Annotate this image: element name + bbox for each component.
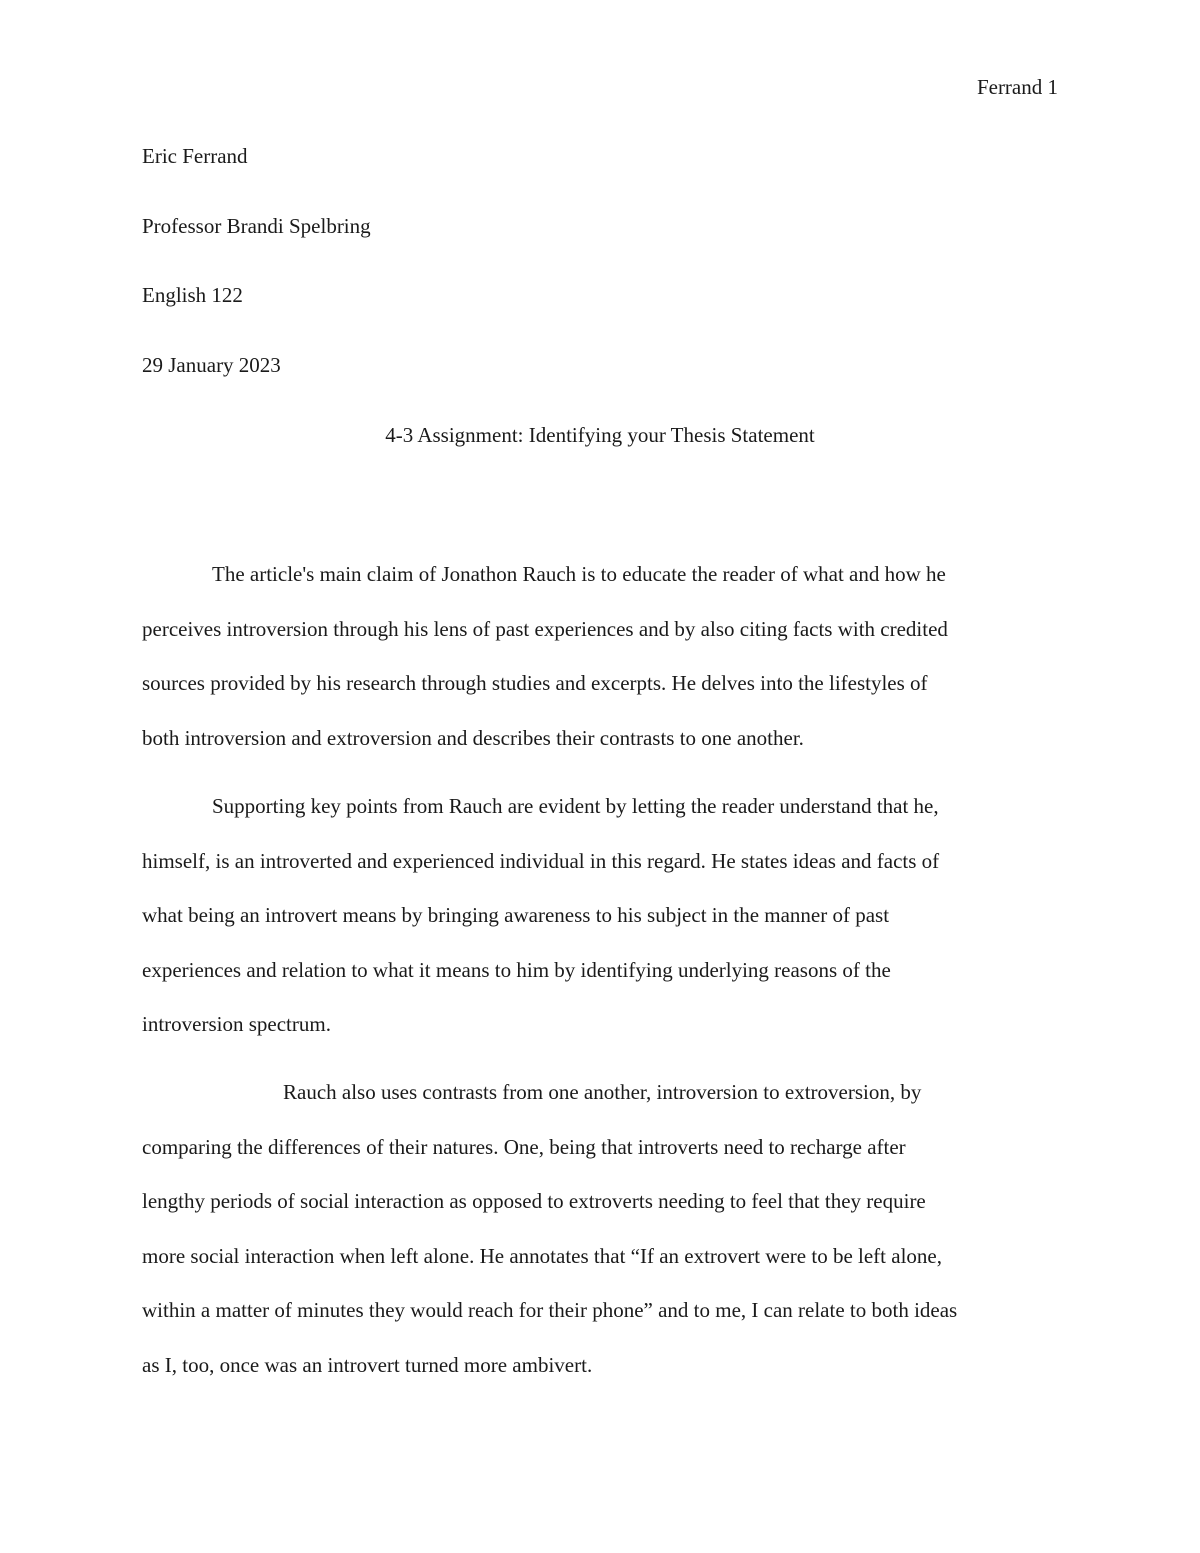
paragraph-line: introversion spectrum.	[142, 1012, 331, 1037]
paragraph-line: Supporting key points from Rauch are evident by letting the reader understand that he,	[212, 794, 939, 818]
paragraph-line: himself, is an introverted and experienced individual in this regard. He states ideas and facts of	[142, 848, 940, 873]
paragraph-line: perceives introversion through his lens of past experiences and by also citing facts with credited	[142, 616, 948, 641]
document-date: 29 January 2023	[142, 353, 281, 377]
author-name: Eric Ferrand	[142, 144, 248, 168]
paragraph-line: as I, too, once was an introvert turned more ambivert.	[142, 1352, 593, 1377]
paragraph-line: more social interaction when left alone. He annotates that “If an extrovert were to be left alone,	[142, 1243, 942, 1268]
document-title: 4-3 Assignment: Identifying your Thesis Statement	[385, 423, 815, 447]
paragraph-line: what being an introvert means by bringing awareness to his subject in the manner of past	[142, 903, 890, 928]
page-header-label: Ferrand 1	[976, 75, 1058, 99]
paragraph-line: both introversion and extroversion and describes their contrasts to one another.	[142, 725, 804, 750]
paragraph-line: experiences and relation to what it means to him by identifying underlying reasons of the	[142, 957, 891, 982]
paragraph-line: within a matter of minutes they would reach for their phone” and to me, I can relate to both ideas	[142, 1298, 958, 1323]
paragraph-line: Rauch also uses contrasts from one another, introversion to extroversion, by	[283, 1080, 922, 1104]
paragraph-line: comparing the differences of their natures. One, being that introverts need to recharge after	[142, 1134, 906, 1159]
course-name: English 122	[142, 283, 243, 307]
professor-name: Professor Brandi Spelbring	[142, 214, 371, 238]
paragraph-line: lengthy periods of social interaction as opposed to extroverts needing to feel that they require	[142, 1189, 926, 1214]
paragraph-line: The article's main claim of Jonathon Rauch is to educate the reader of what and how he	[212, 562, 946, 586]
body-paragraph-1	[142, 547, 1062, 765]
body-paragraph-3	[142, 1065, 1062, 1393]
body-paragraph-2	[142, 779, 1062, 1052]
paragraph-line: sources provided by his research through studies and excerpts. He delves into the lifestyles of	[142, 671, 928, 696]
